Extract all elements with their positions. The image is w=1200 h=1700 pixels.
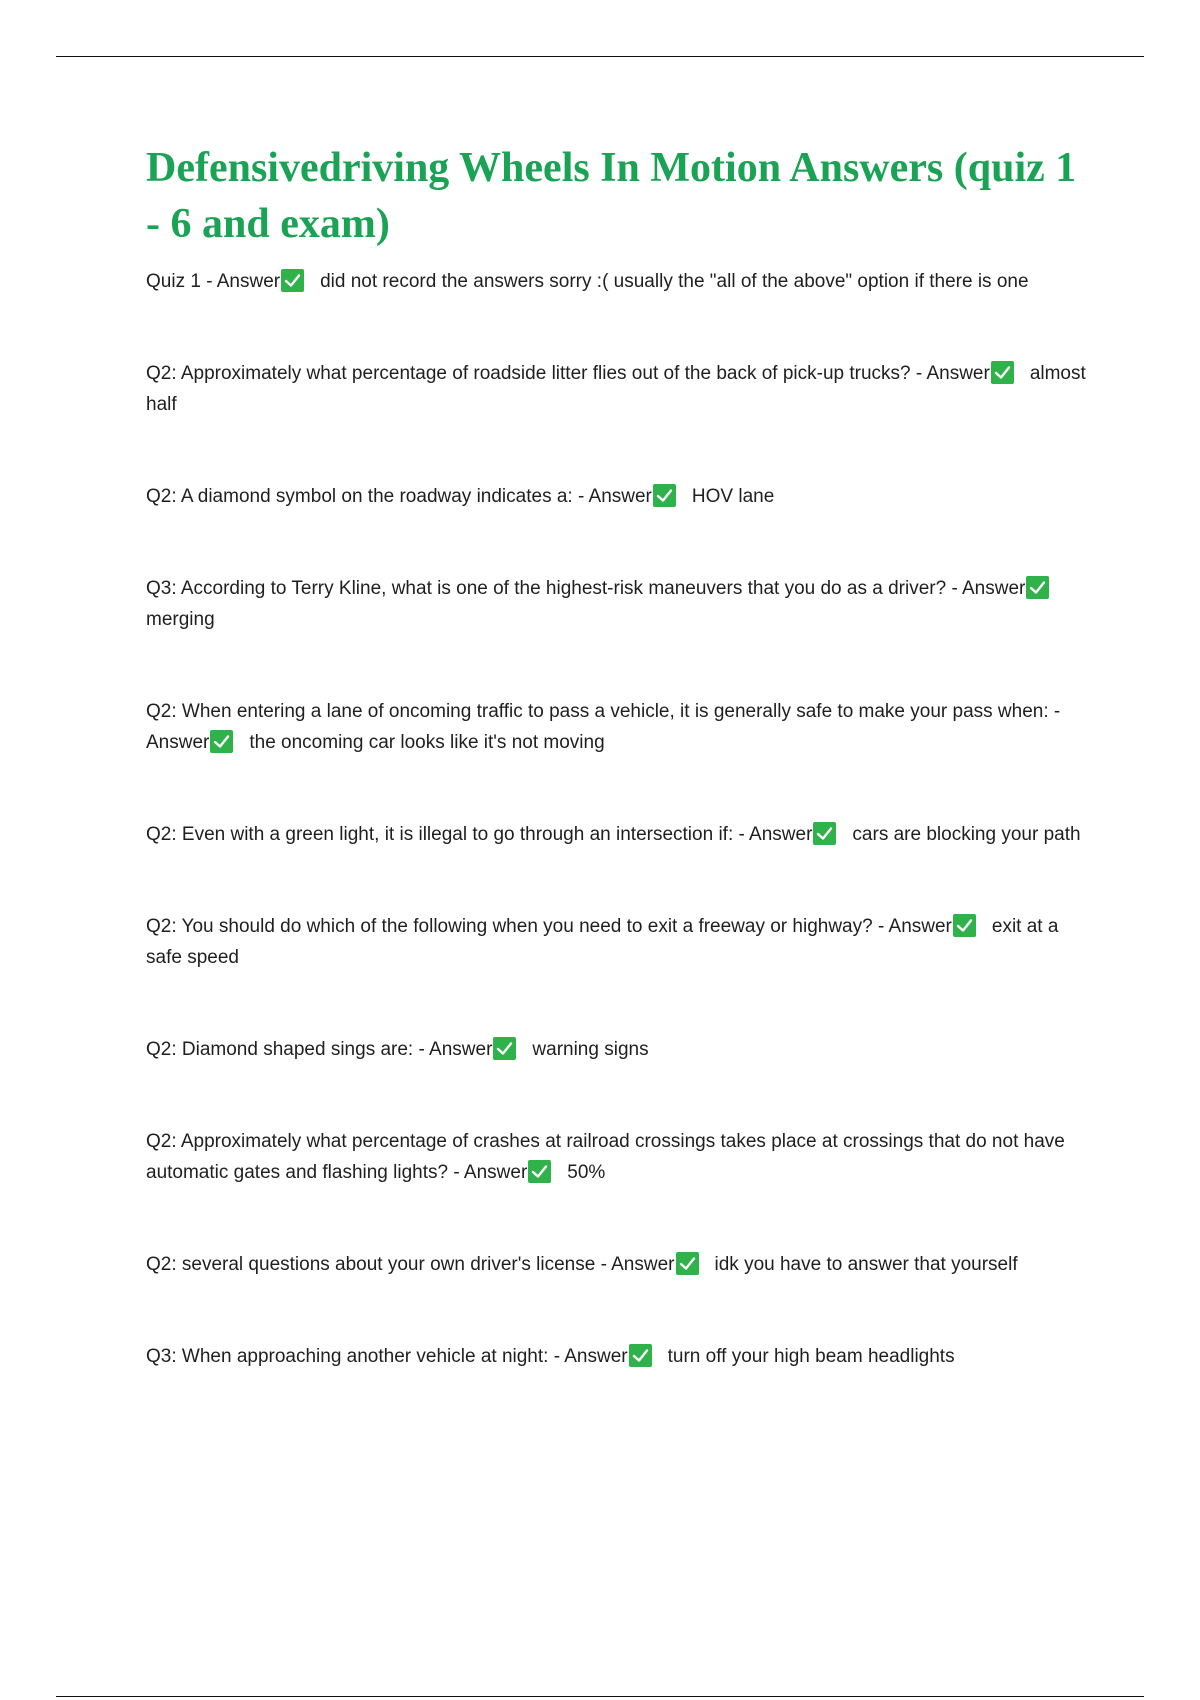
qa-item — [146, 481, 1096, 512]
question-text: Q2: Even with a green light, it is illegal to go through an intersection if: - Answer — [146, 824, 813, 845]
check-mark-icon — [676, 1252, 699, 1275]
qa-item — [146, 1034, 1096, 1065]
qa-item — [146, 266, 1096, 297]
question-text: Q2: several questions about your own driver's license - Answer — [146, 1254, 675, 1275]
qa-item — [146, 1126, 1096, 1188]
question-text: Q2: Diamond shaped sings are: - Answer — [146, 1039, 493, 1060]
check-mark-icon — [281, 269, 304, 292]
qa-item — [146, 573, 1096, 635]
qa-item — [146, 911, 1096, 973]
qa-item — [146, 696, 1096, 758]
question-text: Q2: You should do which of the following when you need to exit a freeway or highway? - Answer — [146, 916, 952, 937]
qa-item — [146, 358, 1096, 420]
answer-text: merging — [146, 609, 215, 630]
answer-text: cars are blocking your path — [852, 824, 1081, 845]
answer-text: the oncoming car looks like it's not moving — [249, 732, 605, 753]
qa-item — [146, 1341, 1096, 1372]
check-mark-icon — [493, 1037, 516, 1060]
qa-item — [146, 819, 1096, 850]
check-mark-icon — [1026, 576, 1049, 599]
answer-text: turn off your high beam headlights — [667, 1346, 955, 1367]
answer-text: HOV lane — [691, 486, 775, 507]
question-text: Q3: According to Terry Kline, what is one of the highest-risk maneuvers that you do as a driver? - Answer — [146, 578, 1026, 599]
document-body — [146, 140, 1096, 1372]
question-text: Quiz 1 - Answer — [146, 271, 281, 292]
check-mark-icon — [991, 361, 1014, 384]
question-text: Q3: When approaching another vehicle at night: - Answer — [146, 1346, 628, 1367]
document-title: Defensivedriving Wheels In Motion Answers (quiz 1 - 6 and exam) — [146, 145, 1077, 247]
bottom-rule — [56, 1696, 1144, 1697]
question-text: Q2: When entering a lane of oncoming traffic to pass a vehicle, it is generally safe to make your pass when: - Answer — [146, 701, 1061, 753]
question-text: Q2: A diamond symbol on the roadway indicates a: - Answer — [146, 486, 652, 507]
qa-list — [146, 266, 1096, 1372]
answer-text: did not record the answers sorry :( usually the "all of the above" option if there is one — [320, 271, 1029, 292]
question-text: Q2: Approximately what percentage of roadside litter flies out of the back of pick-up trucks? - Answer — [146, 363, 990, 384]
answer-text: exit at a safe speed — [146, 916, 1059, 968]
top-rule — [56, 56, 1144, 57]
qa-item — [146, 1249, 1096, 1280]
answer-text: almost half — [146, 363, 1086, 415]
check-mark-icon — [653, 484, 676, 507]
check-mark-icon — [528, 1160, 551, 1183]
answer-text: warning signs — [532, 1039, 649, 1060]
check-mark-icon — [953, 914, 976, 937]
question-text: Q2: Approximately what percentage of crashes at railroad crossings takes place at crossings that do not have automatic gates and flashing lights? - Answer — [146, 1131, 1065, 1183]
check-mark-icon — [210, 730, 233, 753]
check-mark-icon — [629, 1344, 652, 1367]
check-mark-icon — [813, 822, 836, 845]
answer-text: idk you have to answer that yourself — [714, 1254, 1018, 1275]
answer-text: 50% — [567, 1162, 606, 1183]
